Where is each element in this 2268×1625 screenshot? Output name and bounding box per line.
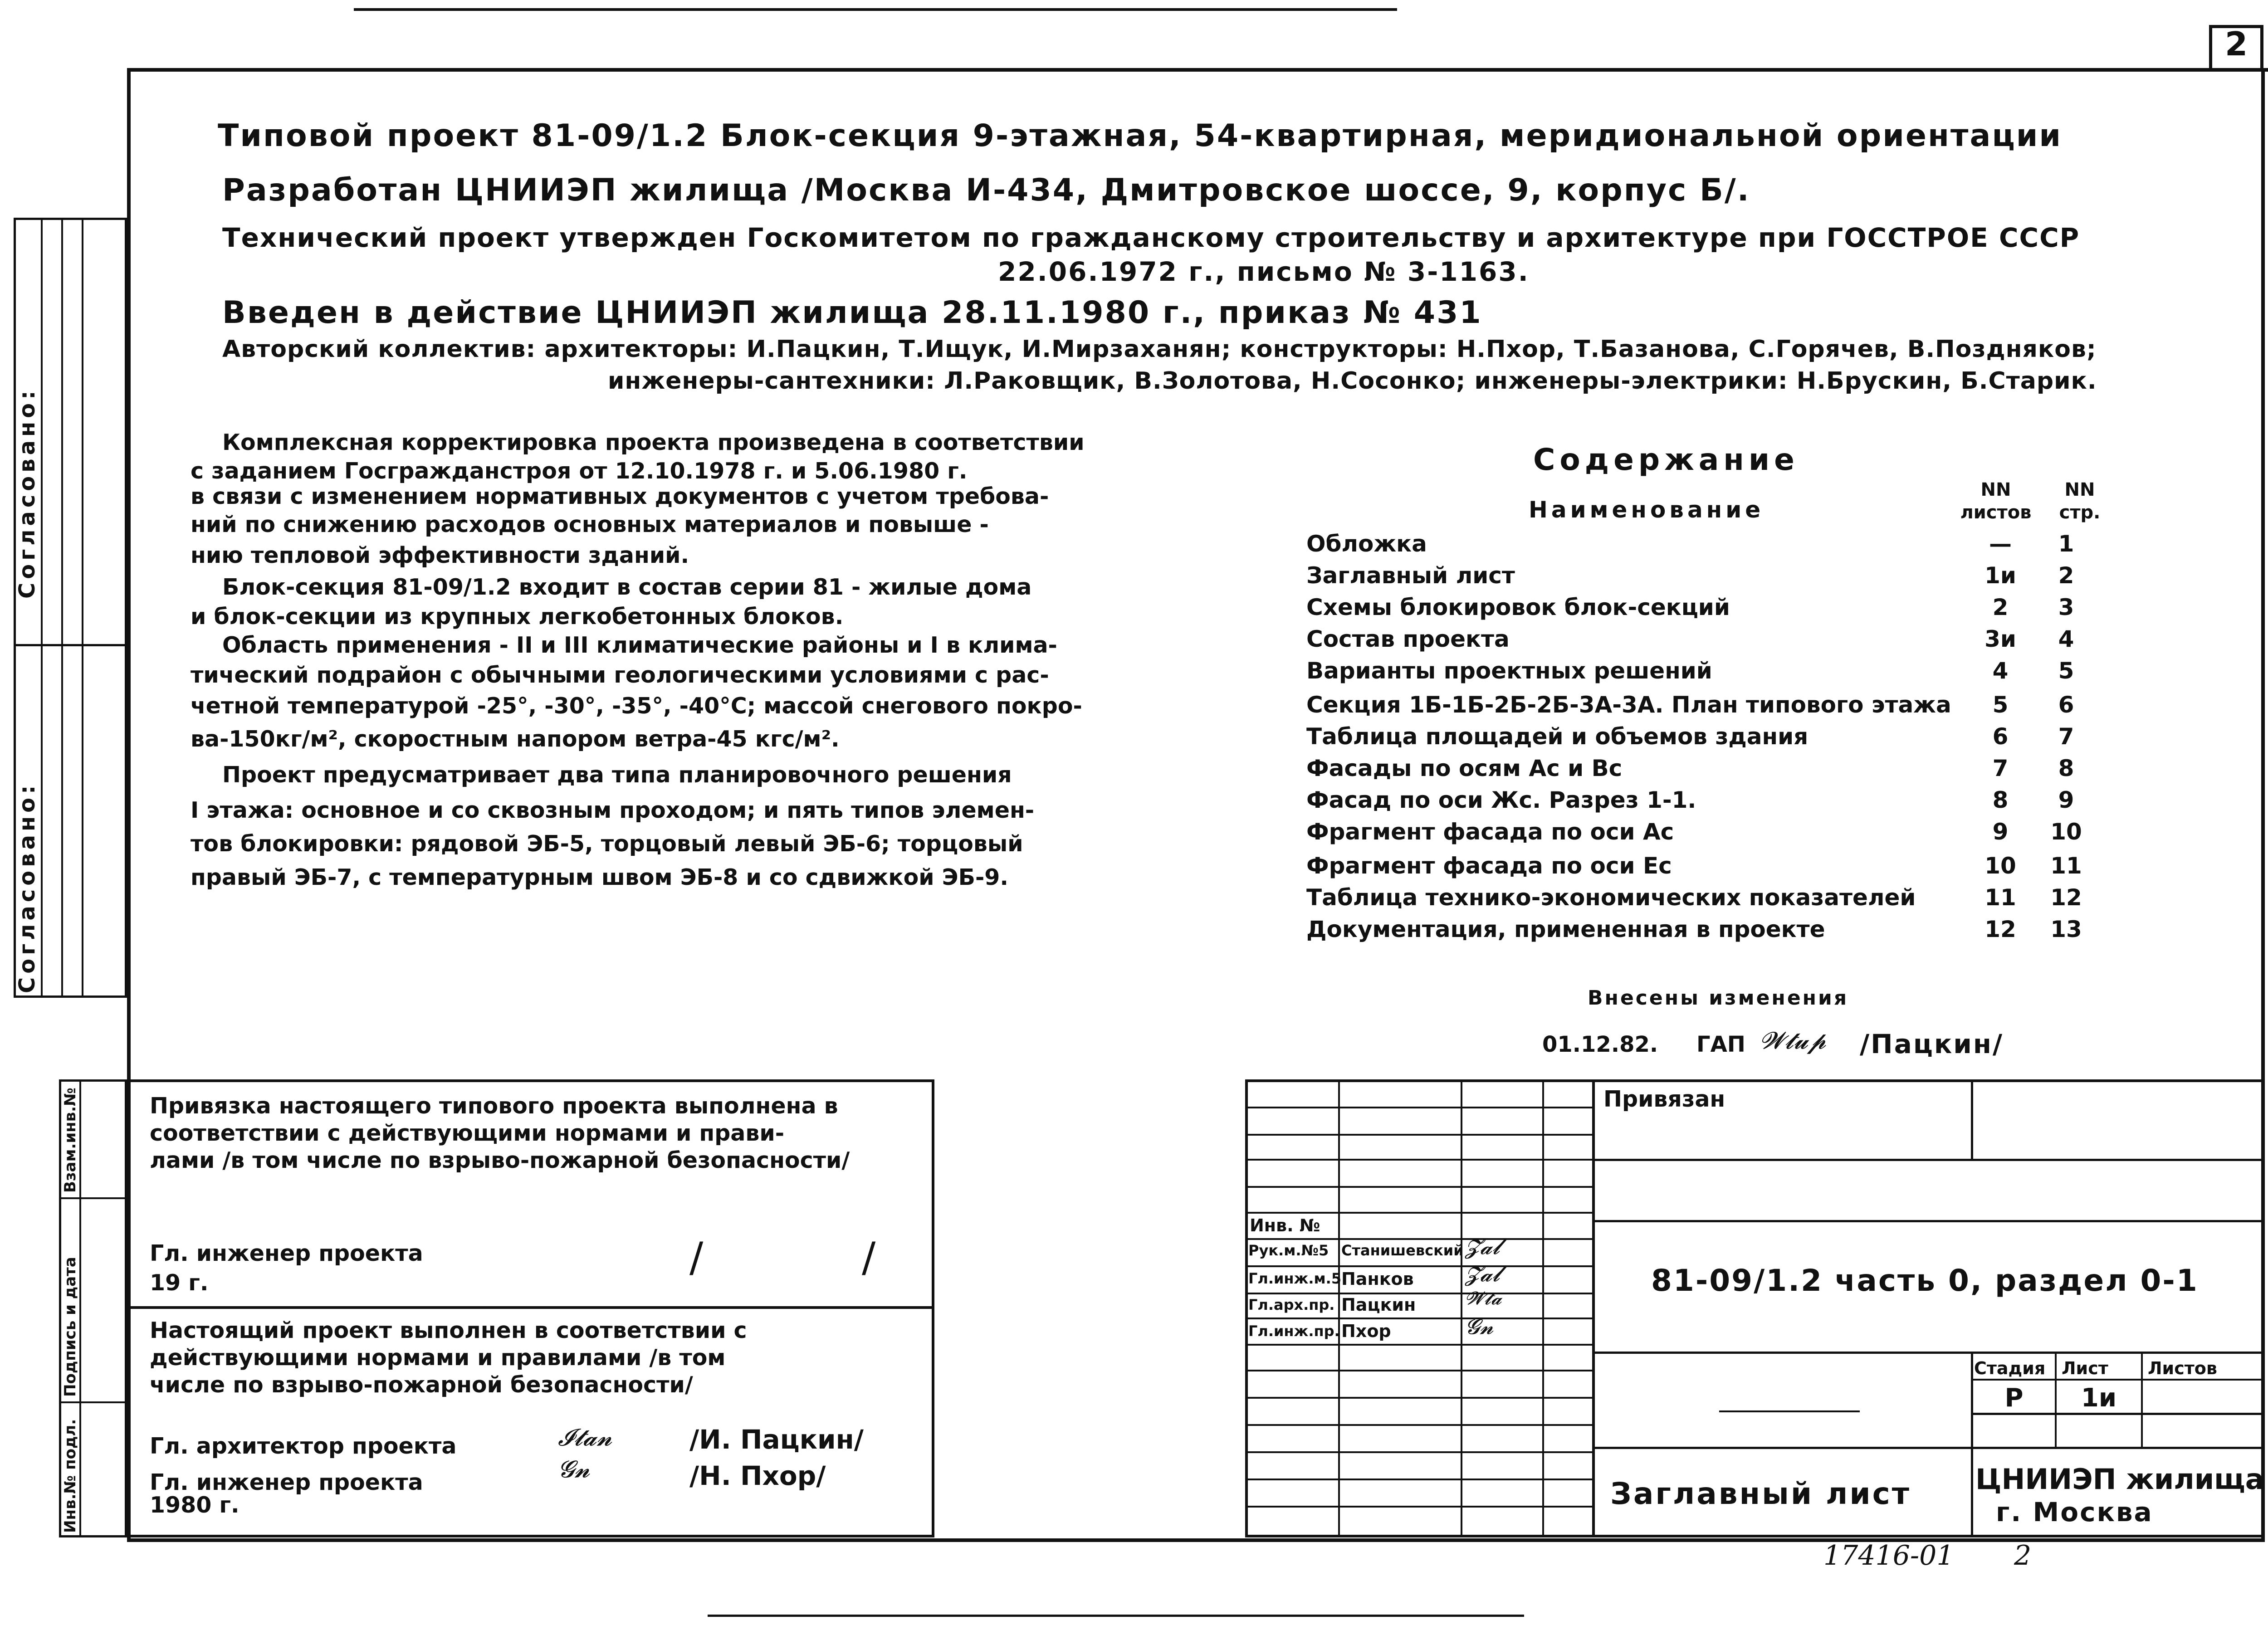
chief-eng-label: Гл. инженер проекта (150, 1240, 423, 1266)
body-line: Проект предусматривает два типа планировочного решения (222, 762, 1012, 788)
chief-eng2-name: /Н. Пхор/ (689, 1460, 826, 1491)
toc-row-sheet: 9 (1992, 819, 2009, 845)
tb-grid-line (1245, 1107, 1592, 1108)
chief-eng2-label: Гл. инженер проекта (150, 1469, 423, 1495)
agreed-label-2: Согласовано: (15, 781, 40, 993)
changes-role: ГАП (1696, 1032, 1745, 1057)
toc-row-name: Заглавный лист (1306, 562, 1515, 589)
tb-right-h6 (1592, 1447, 2263, 1449)
left-margin-mid (14, 644, 127, 646)
sheets-label: Листов (2148, 1358, 2217, 1378)
toc-row-name: Таблица площадей и объемов здания (1306, 723, 1809, 750)
tb-right-h2 (1592, 1220, 2263, 1222)
body-line: и блок-секции из крупных легкобетонных блоков. (191, 604, 844, 630)
body-line: нию тепловой эффективности зданий. (191, 542, 689, 568)
staff-signature-0: 𝓩𝓪𝓵 (1465, 1235, 1501, 1259)
toc-row-name: Обложка (1306, 531, 1427, 557)
header-line-7: инженеры-сантехники: Л.Раковщик, В.Золотова, Н.Сосонко; инженеры-электрики: Н.Брускин, Б.Старик. (608, 367, 2097, 395)
changes-name: /Пацкин/ (1860, 1029, 2004, 1059)
body-paragraphs (191, 426, 1085, 894)
tb-right-h5 (1971, 1413, 2263, 1415)
slash-2: / (862, 1234, 876, 1281)
tb-grid-line (1245, 1212, 1592, 1214)
tb-grid-line (1245, 1265, 1592, 1267)
toc-row (1306, 626, 2150, 658)
inv-strip-h2 (59, 1401, 127, 1403)
staff-name-0: Станишевский (1341, 1242, 1464, 1259)
toc-row-page: 10 (2050, 819, 2082, 845)
tb-grid-line (1245, 1397, 1592, 1399)
tb-grid-line (1245, 1134, 1592, 1136)
tb-grid-line (1245, 1293, 1592, 1294)
toc-row-sheet: 5 (1992, 692, 2009, 718)
chief-arch-name: /И. Пацкин/ (689, 1424, 864, 1455)
tb-right-v1 (1971, 1079, 1973, 1159)
tb-grid-line (1245, 1451, 1592, 1453)
body-line: ва-150кг/м², скоростным напором ветра-45 кгс/м². (191, 726, 840, 752)
toc-row-name: Секция 1Б-1Б-2Б-2Б-3А-3А. План типового этажа (1306, 692, 1951, 718)
tb-right-v4 (2141, 1352, 2143, 1447)
body-line: тов блокировки: рядовой ЭБ-5, торцовый левый ЭБ-6; торцовый (191, 831, 1023, 857)
binding-line-2: соответствии с действующими нормами и прави- (150, 1120, 785, 1146)
body-line: I этажа: основное и со сквозным проходом; и пять типов элемен- (191, 797, 1035, 823)
toc-row-page: 13 (2050, 916, 2082, 942)
stage-value: Р (2004, 1383, 2024, 1413)
toc-row-page: 2 (2058, 562, 2074, 589)
staff-signature-2: 𝓦𝓽𝓪 (1465, 1288, 1502, 1309)
tb-right-h4 (1971, 1379, 2263, 1381)
sheet-value: 1и (2081, 1383, 2117, 1413)
stamp-left-divider (127, 1306, 934, 1309)
toc-col-sheets: NN листов (1960, 479, 2032, 523)
body-line: Блок-секция 81-09/1.2 входит в состав серии 81 - жилые дома (222, 574, 1032, 600)
inv-strip-div (79, 1079, 81, 1537)
vzam-label: Взам.инв.№ (61, 1088, 79, 1193)
toc-row (1306, 723, 2150, 755)
toc-row-page: 6 (2058, 692, 2074, 718)
toc-title: Содержание (1533, 442, 1799, 477)
toc-row-page: 1 (2058, 531, 2074, 557)
toc-row (1306, 562, 2150, 594)
toc-row (1306, 853, 2150, 884)
toc-row (1306, 531, 2150, 562)
stage-label: Стадия (1974, 1358, 2046, 1378)
left-margin-div1 (41, 218, 43, 998)
toc-row-sheet: 2 (1992, 594, 2009, 620)
agreed-label-1: Согласовано: (15, 387, 40, 599)
chief-arch-signature: 𝓘𝓽𝓪𝓷 (558, 1424, 612, 1451)
page-number: 2 (2224, 25, 2248, 63)
toc-row-name: Фрагмент фасада по оси Ес (1306, 853, 1672, 879)
staff-name-3: Пхор (1341, 1321, 1391, 1341)
body-line: с заданием Госгражданстроя от 12.10.1978 г. и 5.06.1980 г. (191, 458, 968, 484)
toc-row (1306, 755, 2150, 787)
left-margin-div3 (82, 218, 83, 998)
tb-grid-line (1245, 1424, 1592, 1426)
toc-row-sheet: 11 (1984, 884, 2016, 911)
compliance-line-3: числе по взрыво-пожарной безопасности/ (150, 1372, 693, 1398)
toc-row-sheet: 1и (1984, 562, 2016, 589)
slash-1: / (689, 1234, 704, 1281)
staff-role-0: Рук.м.№5 (1248, 1242, 1329, 1259)
inv-strip-h1 (59, 1197, 127, 1199)
tb-grid-line (1245, 1186, 1592, 1188)
tb-grid-line (1245, 1344, 1592, 1346)
header-line-1: Типовой проект 81-09/1.2 Блок-секция 9-этажная, 54-квартирная, меридиональной ориентации (218, 118, 2063, 154)
tb-right-h1 (1592, 1159, 2263, 1161)
org-city: г. Москва (1996, 1497, 2153, 1527)
toc-row-page: 7 (2058, 723, 2074, 750)
tb-right-h3 (1592, 1352, 2263, 1354)
tb-dash (1719, 1410, 1860, 1412)
toc-row-name: Фасады по осям Ас и Вс (1306, 755, 1623, 781)
toc-row (1306, 658, 2150, 689)
left-margin-div2 (61, 218, 63, 998)
project-code: 81-09/1.2 часть 0, раздел 0-1 (1651, 1263, 2199, 1298)
doc-title: Заглавный лист (1610, 1476, 1911, 1511)
sheet-label: Лист (2062, 1358, 2108, 1378)
body-line: тический подрайон с обычными геологическими условиями с рас- (191, 662, 1049, 688)
toc-row-page: 12 (2050, 884, 2082, 911)
compliance-line-2: действующими нормами и правилами /в том (150, 1345, 726, 1371)
header-line-2: Разработан ЦНИИЭП жилища /Москва И-434, Дмитровское шоссе, 9, корпус Б/. (222, 172, 1750, 208)
chief-arch-label: Гл. архитектор проекта (150, 1433, 457, 1459)
toc-row (1306, 916, 2150, 948)
binding-line-3: лами /в том числе по взрыво-пожарной безопасности/ (150, 1147, 850, 1173)
tb-col-2 (1461, 1079, 1462, 1537)
changes-title: Внесены изменения (1588, 986, 1849, 1010)
archive-number: 17416-01 (1823, 1540, 1954, 1571)
binding-line-1: Привязка настоящего типового проекта выполнена в (150, 1093, 838, 1119)
staff-signature-3: 𝓖𝓷 (1465, 1314, 1494, 1339)
toc-row-page: 4 (2058, 626, 2074, 652)
toc-row-sheet: 3и (1984, 626, 2016, 652)
footer-page: 2 (2014, 1540, 2032, 1571)
body-line: ний по снижению расходов основных материалов и повыше - (191, 512, 989, 537)
tb-grid-line (1245, 1370, 1592, 1371)
header-line-3: Технический проект утвержден Госкомитетом по гражданскому строительству и архитектуре при ГОССТРОЕ СССР (222, 222, 2080, 253)
toc-row-sheet: 12 (1984, 916, 2016, 942)
toc-row (1306, 594, 2150, 626)
toc-row (1306, 819, 2150, 850)
chief-eng2-signature: 𝓖𝓷 (558, 1456, 590, 1483)
tb-grid-line (1245, 1506, 1592, 1508)
body-line: правый ЭБ-7, с температурным швом ЭБ-8 и со сдвижкой ЭБ-9. (191, 864, 1008, 890)
staff-role-1: Гл.инж.м.5 (1248, 1270, 1342, 1287)
toc-row-name: Таблица технико-экономических показателей (1306, 884, 1916, 911)
changes-signature: 𝓦𝓽𝓾𝓹 (1760, 1027, 1826, 1054)
staff-name-1: Панков (1341, 1269, 1414, 1289)
toc-col-name: Наименование (1529, 497, 1765, 523)
toc-row-name: Схемы блокировок блок-секций (1306, 594, 1730, 620)
tb-grid-line (1245, 1479, 1592, 1480)
header-line-5: Введен в действие ЦНИИЭП жилища 28.11.1980 г., приказ № 431 (222, 295, 1482, 331)
staff-name-2: Пацкин (1341, 1295, 1416, 1315)
toc-col-pages: NN стр. (2059, 479, 2101, 523)
toc-row (1306, 692, 2150, 723)
body-line: Комплексная корректировка проекта произведена в соответствии (222, 429, 1085, 455)
toc-row (1306, 787, 2150, 819)
body-line: Область применения - II и III климатические районы и I в клима- (222, 632, 1057, 658)
toc-row-name: Состав проекта (1306, 626, 1510, 652)
toc-row (1306, 884, 2150, 916)
tb-right-v2 (1971, 1352, 1973, 1537)
body-line: четной температурой -25°, -30°, -35°, -40°С; массой снегового покро- (191, 693, 1082, 719)
toc-row-name: Варианты проектных решений (1306, 658, 1712, 684)
year-blank: 19 г. (150, 1270, 209, 1296)
stamp-year: 1980 г. (150, 1492, 240, 1518)
tb-grid-line (1245, 1159, 1592, 1161)
inv-podl-label: Инв.№ подл. (61, 1419, 79, 1533)
toc-row-page: 3 (2058, 594, 2074, 620)
staff-signature-1: 𝓩𝓪𝓵 (1465, 1262, 1501, 1286)
staff-role-3: Гл.инж.пр. (1248, 1322, 1340, 1340)
tb-grid-line (1245, 1238, 1592, 1240)
body-line: в связи с изменением нормативных документов с учетом требова- (191, 483, 1049, 509)
inv-no-label: Инв. № (1250, 1215, 1320, 1235)
toc-row-sheet: 4 (1992, 658, 2009, 684)
tb-col-3 (1542, 1079, 1544, 1537)
toc-row-sheet: 10 (1984, 853, 2016, 879)
toc-row-page: 5 (2058, 658, 2074, 684)
toc-row-name: Документация, примененная в проекте (1306, 916, 1825, 942)
toc-row-sheet: 6 (1992, 723, 2009, 750)
toc-row-page: 11 (2050, 853, 2082, 879)
compliance-line-1: Настоящий проект выполнен в соответствии с (150, 1318, 747, 1343)
toc-row-name: Фасад по оси Жс. Разрез 1-1. (1306, 787, 1696, 813)
changes-date: 01.12.82. (1542, 1032, 1658, 1057)
toc-row-sheet: — (1989, 531, 2012, 557)
tb-col-4 (1592, 1079, 1595, 1537)
top-border-stub (354, 8, 1397, 11)
sign-date-label: Подпись и дата (61, 1257, 79, 1397)
toc-row-sheet: 7 (1992, 755, 2009, 781)
bottom-edge-stub (708, 1615, 1524, 1617)
org-name: ЦНИИЭП жилища (1975, 1463, 2264, 1496)
header-line-4: 22.06.1972 г., письмо № 3-1163. (998, 256, 1530, 287)
frame-top (127, 68, 2268, 72)
staff-role-2: Гл.арх.пр. (1248, 1296, 1335, 1313)
toc-row-page: 9 (2058, 787, 2074, 813)
tb-grid-line (1245, 1318, 1592, 1319)
privyazan-label: Привязан (1603, 1086, 1725, 1112)
header-line-6: Авторский коллектив: архитекторы: И.Пацкин, Т.Ищук, И.Мирзаханян; конструкторы: Н.Пхор, Т.Базанова, С.Горячев, В.Поздняков; (222, 336, 2097, 363)
toc-row-name: Фрагмент фасада по оси Ас (1306, 819, 1674, 845)
toc-row-sheet: 8 (1992, 787, 2009, 813)
tb-col-1 (1338, 1079, 1340, 1537)
toc-row-page: 8 (2058, 755, 2074, 781)
